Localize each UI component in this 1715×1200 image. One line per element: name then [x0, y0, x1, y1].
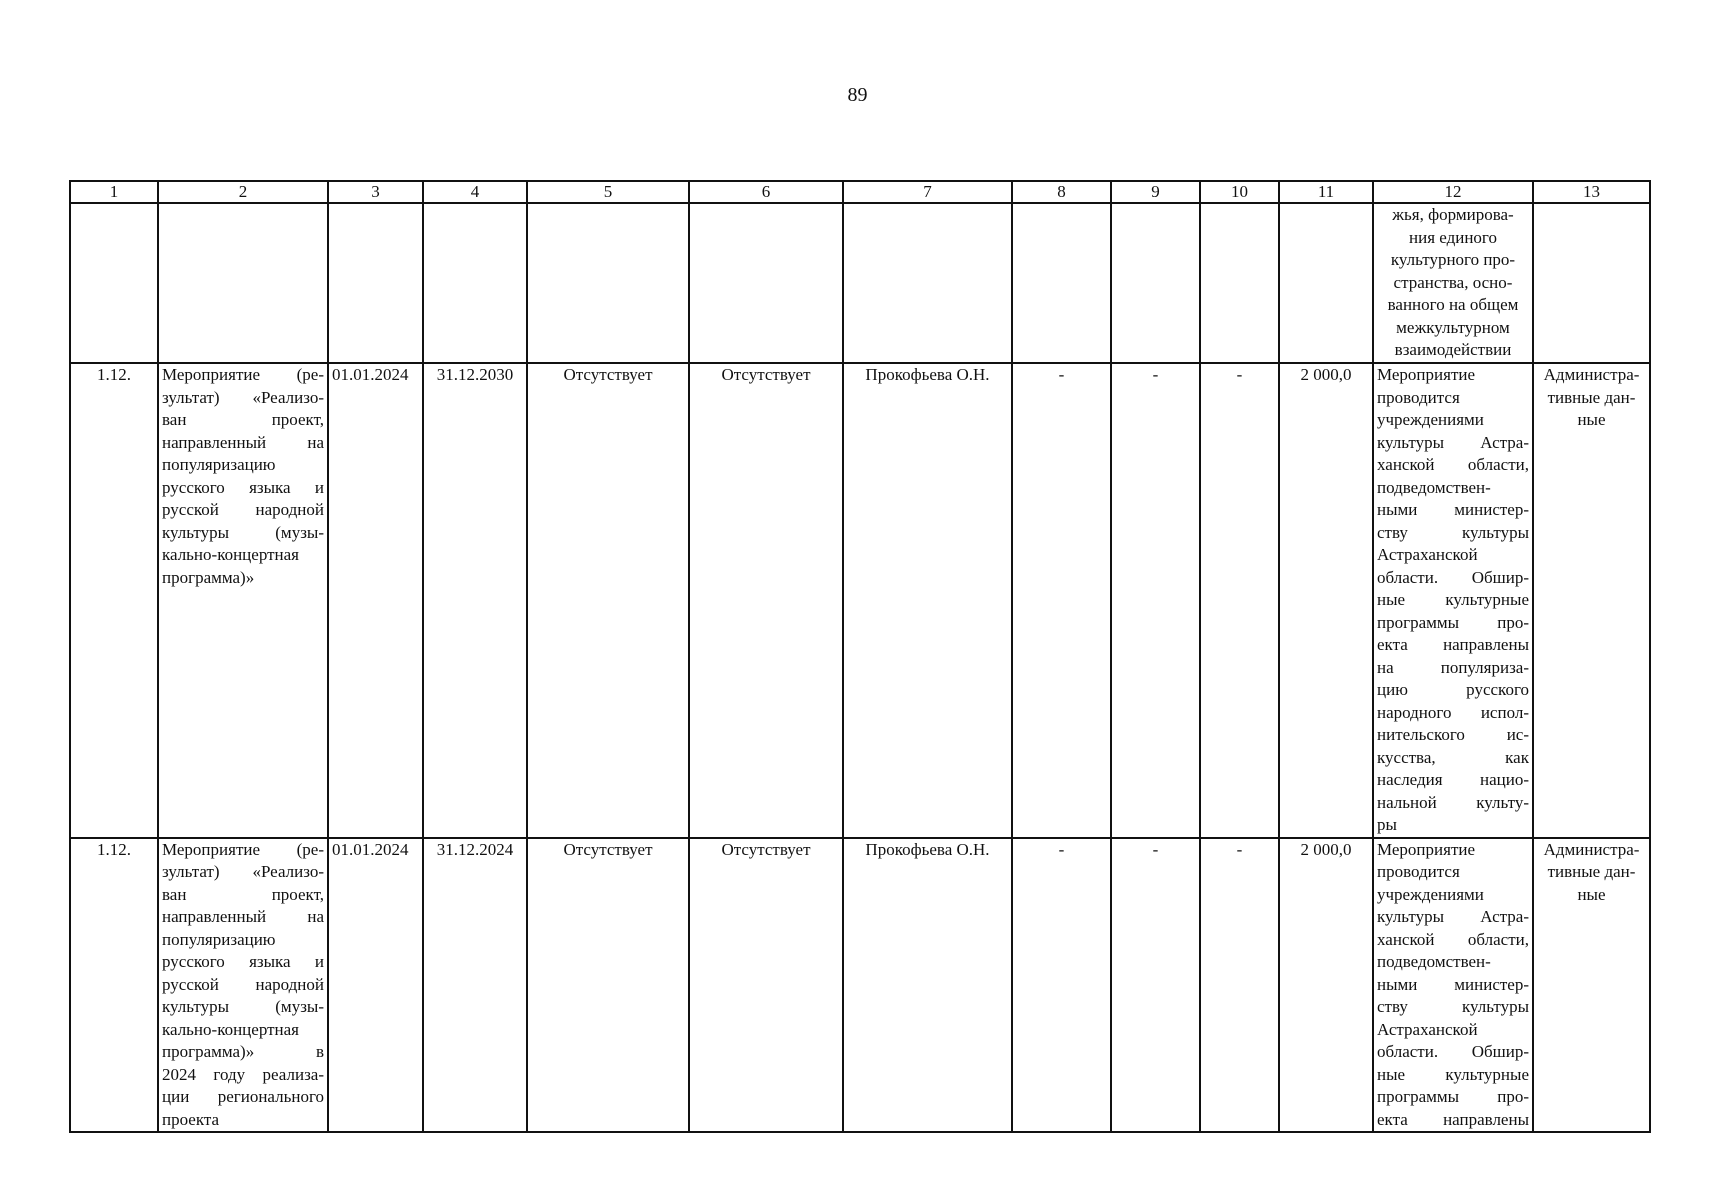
- activity-name: Мероприятие (ре- зультат) «Реализо- ван проект, направленный на популяризацию русского языка и русской народной культуры (музы- кально-концертная программа)» в 2024 году реализа- ции регионального проекта: [158, 838, 328, 1133]
- col-header: 6: [689, 181, 843, 203]
- funding-amount: 2 000,0: [1279, 838, 1373, 1133]
- end-date: 31.12.2024: [423, 838, 527, 1133]
- col-header: 11: [1279, 181, 1373, 203]
- col-header: 4: [423, 181, 527, 203]
- data-source: Администра- тивные дан- ные: [1533, 363, 1650, 838]
- continuation-description: жья, формирова- ния единого культурного про- странства, осно- ванного на общем межкультурном взаимодействии: [1373, 203, 1533, 363]
- start-date: 01.01.2024: [328, 838, 423, 1133]
- col6-value: Отсутствует: [689, 363, 843, 838]
- col5-value: Отсутствует: [527, 363, 689, 838]
- table-row: [70, 363, 1650, 838]
- column-number-row: [70, 181, 1650, 203]
- data-source: Администра- тивные дан- ные: [1533, 838, 1650, 1133]
- row-number: 1.12.: [70, 838, 158, 1133]
- col-header: 1: [70, 181, 158, 203]
- col9-value: -: [1111, 838, 1200, 1133]
- funding-amount: 2 000,0: [1279, 363, 1373, 838]
- start-date: 01.01.2024: [328, 363, 423, 838]
- col10-value: -: [1200, 363, 1279, 838]
- row-number: 1.12.: [70, 363, 158, 838]
- end-date: 31.12.2030: [423, 363, 527, 838]
- activity-description: Мероприятие проводится учреждениями культуры Астра- ханской области, подведомствен- ными министер- ству культуры Астраханской области. Обшир- ные культурные программы про- екта направлены: [1373, 838, 1533, 1133]
- activity-description: Мероприятие проводится учреждениями культуры Астра- ханской области, подведомствен- ными министер- ству культуры Астраханской области. Обшир- ные культурные программы про- екта направлены на популяриза- цию русского народного испол- нительского ис- кусства, как наследия нацио- нальной культу- ры: [1373, 363, 1533, 838]
- col10-value: -: [1200, 838, 1279, 1133]
- col-header: 7: [843, 181, 1012, 203]
- page-number: 89: [847, 84, 868, 106]
- col-header: 5: [527, 181, 689, 203]
- responsible-person: Прокофьева О.Н.: [843, 363, 1012, 838]
- responsible-person: Прокофьева О.Н.: [843, 838, 1012, 1133]
- col-header: 9: [1111, 181, 1200, 203]
- col5-value: Отсутствует: [527, 838, 689, 1133]
- col-header: 10: [1200, 181, 1279, 203]
- col-header: 8: [1012, 181, 1111, 203]
- table-row: [70, 838, 1650, 1133]
- col-header: 12: [1373, 181, 1533, 203]
- continuation-row: [70, 203, 1650, 363]
- col-header: 2: [158, 181, 328, 203]
- col8-value: -: [1012, 363, 1111, 838]
- activity-name: Мероприятие (ре- зультат) «Реализо- ван проект, направленный на популяризацию русского языка и русской народной культуры (музы- кально-концертная программа)»: [158, 363, 328, 838]
- activities-table: [69, 180, 1651, 1133]
- col8-value: -: [1012, 838, 1111, 1133]
- col-header: 13: [1533, 181, 1650, 203]
- col9-value: -: [1111, 363, 1200, 838]
- col-header: 3: [328, 181, 423, 203]
- col6-value: Отсутствует: [689, 838, 843, 1133]
